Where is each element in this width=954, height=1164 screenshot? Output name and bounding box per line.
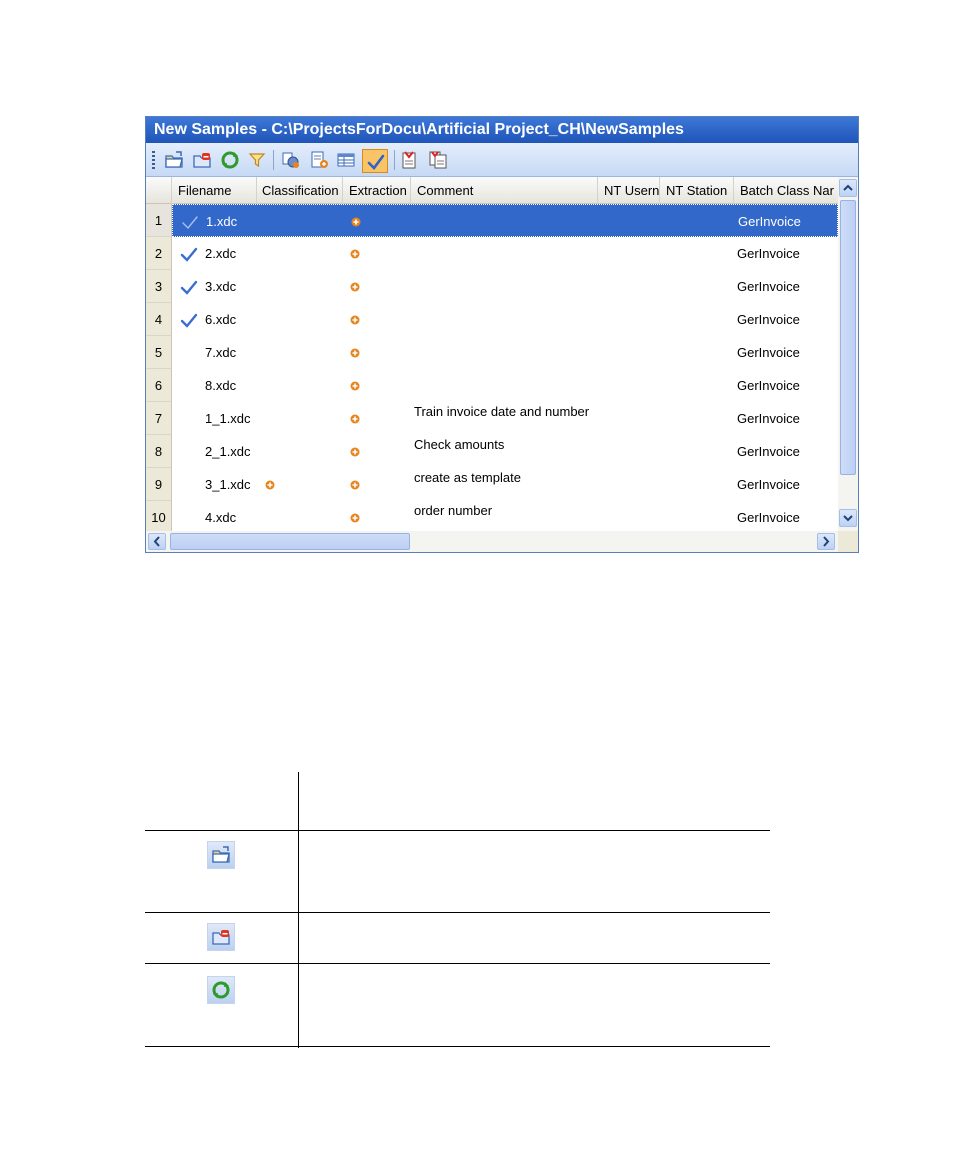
horizontal-scrollbar[interactable] xyxy=(146,531,838,552)
filename-cell: 7.xdc xyxy=(205,345,237,360)
classification-marker-icon xyxy=(265,480,275,490)
filename-cell: 3.xdc xyxy=(205,279,237,294)
extraction-marker-icon xyxy=(350,414,360,424)
documents-icon[interactable] xyxy=(428,150,448,170)
row-number[interactable]: 5 xyxy=(146,336,172,369)
filename-cell: 3_1.xdc xyxy=(205,477,251,492)
extraction-marker-icon xyxy=(350,348,360,358)
row-cells[interactable] xyxy=(172,402,838,435)
batch-class-cell: GerInvoice xyxy=(737,345,800,360)
table-row[interactable] xyxy=(146,303,838,336)
table-row[interactable] xyxy=(146,402,838,435)
table-row-divider xyxy=(145,963,770,964)
column-header-filename[interactable]: Filename xyxy=(172,177,257,204)
vertical-scroll-thumb[interactable] xyxy=(840,200,856,475)
comment-cell: create as template xyxy=(414,470,521,485)
row-cells[interactable] xyxy=(172,435,838,468)
row-number[interactable]: 4 xyxy=(146,303,172,336)
extraction-marker-icon xyxy=(350,381,360,391)
scroll-up-button[interactable] xyxy=(839,179,857,197)
batch-class-cell: GerInvoice xyxy=(737,312,800,327)
filename-cell: 8.xdc xyxy=(205,378,237,393)
refresh-icon[interactable] xyxy=(220,150,240,170)
table-row[interactable] xyxy=(146,369,838,402)
row-cells[interactable] xyxy=(172,204,838,237)
document-icon[interactable] xyxy=(400,150,420,170)
table-row[interactable] xyxy=(146,204,838,237)
column-header-extraction[interactable]: Extraction xyxy=(343,177,411,204)
close-folder-icon xyxy=(207,923,235,951)
toolbar-separator xyxy=(394,150,395,170)
row-number[interactable]: 7 xyxy=(146,402,172,435)
toolbar xyxy=(146,143,858,177)
table-row-divider xyxy=(145,1046,770,1047)
row-number[interactable]: 2 xyxy=(146,237,172,270)
batch-class-cell: GerInvoice xyxy=(737,378,800,393)
row-header-corner xyxy=(146,177,172,204)
table-row[interactable] xyxy=(146,270,838,303)
batch-class-cell: GerInvoice xyxy=(737,411,800,426)
column-header-classification[interactable]: Classification xyxy=(257,177,343,204)
window-title: New Samples - C:\ProjectsForDocu\Artificial Project_CH\NewSamples xyxy=(146,117,858,143)
scroll-down-button[interactable] xyxy=(839,509,857,527)
scroll-right-button[interactable] xyxy=(817,533,835,550)
batch-class-cell: GerInvoice xyxy=(737,444,800,459)
filename-cell: 2_1.xdc xyxy=(205,444,251,459)
row-number[interactable]: 8 xyxy=(146,435,172,468)
table-view-icon[interactable] xyxy=(336,150,356,170)
check-icon[interactable] xyxy=(362,149,388,173)
scroll-left-button[interactable] xyxy=(148,533,166,550)
batch-class-cell: GerInvoice xyxy=(737,279,800,294)
extract-icon[interactable] xyxy=(309,150,329,170)
table-row[interactable] xyxy=(146,237,838,270)
vertical-scrollbar[interactable] xyxy=(838,177,858,531)
filename-cell: 1.xdc xyxy=(206,214,238,229)
checked-icon xyxy=(181,213,199,231)
table-row[interactable] xyxy=(146,336,838,369)
batch-class-cell: GerInvoice xyxy=(737,246,800,261)
filename-cell: 6.xdc xyxy=(205,312,237,327)
new-samples-window xyxy=(145,116,859,553)
toolbar-grip[interactable] xyxy=(152,151,155,169)
classify-icon[interactable] xyxy=(281,150,301,170)
grid-header xyxy=(146,177,838,204)
column-header-nt-username[interactable]: NT Usern xyxy=(598,177,660,204)
checked-icon xyxy=(180,311,198,329)
filename-cell: 2.xdc xyxy=(205,246,237,261)
column-header-comment[interactable]: Comment xyxy=(411,177,598,204)
comment-cell: Train invoice date and number xyxy=(414,404,590,419)
row-cells[interactable] xyxy=(172,270,838,303)
horizontal-scroll-thumb[interactable] xyxy=(170,533,410,550)
checked-icon xyxy=(180,278,198,296)
row-cells[interactable] xyxy=(172,237,838,270)
batch-class-cell: GerInvoice xyxy=(737,477,800,492)
extraction-marker-icon xyxy=(350,282,360,292)
row-number[interactable]: 1 xyxy=(146,204,172,237)
toolbar-separator xyxy=(273,150,274,170)
samples-grid xyxy=(146,177,838,531)
extraction-marker-icon xyxy=(350,513,360,523)
close-folder-icon[interactable] xyxy=(192,150,212,170)
column-header-batch-class[interactable]: Batch Class Nar xyxy=(740,183,834,198)
filename-cell: 4.xdc xyxy=(205,510,237,525)
row-cells[interactable] xyxy=(172,336,838,369)
batch-class-cell: GerInvoice xyxy=(738,214,801,229)
row-number[interactable]: 10 xyxy=(146,501,172,534)
row-cells[interactable] xyxy=(172,501,838,534)
row-cells[interactable] xyxy=(172,303,838,336)
extraction-marker-icon xyxy=(350,249,360,259)
table-row-divider xyxy=(145,830,770,831)
extraction-marker-icon xyxy=(350,480,360,490)
checked-icon xyxy=(180,245,198,263)
row-cells[interactable] xyxy=(172,369,838,402)
filter-icon[interactable] xyxy=(247,150,267,170)
batch-class-cell: GerInvoice xyxy=(737,510,800,525)
extraction-marker-icon xyxy=(351,217,361,227)
table-row-divider xyxy=(145,912,770,913)
table-row[interactable] xyxy=(146,501,838,534)
filename-cell: 1_1.xdc xyxy=(205,411,251,426)
extraction-marker-icon xyxy=(350,447,360,457)
refresh-icon xyxy=(207,976,235,1004)
comment-cell: Check amounts xyxy=(414,437,505,452)
toolbar-icon-table xyxy=(145,772,770,1048)
row-number[interactable]: 9 xyxy=(146,468,172,501)
scrollbar-corner xyxy=(838,531,858,552)
row-number[interactable]: 3 xyxy=(146,270,172,303)
column-header-nt-station[interactable]: NT Station xyxy=(660,177,734,204)
table-column-divider xyxy=(298,772,299,1048)
table-row[interactable] xyxy=(146,435,838,468)
table-row[interactable] xyxy=(146,468,838,501)
row-number[interactable]: 6 xyxy=(146,369,172,402)
open-folder-icon xyxy=(207,841,235,869)
extraction-marker-icon xyxy=(350,315,360,325)
open-folder-icon[interactable] xyxy=(164,150,184,170)
row-cells[interactable] xyxy=(172,468,838,501)
comment-cell: order number xyxy=(414,503,493,518)
